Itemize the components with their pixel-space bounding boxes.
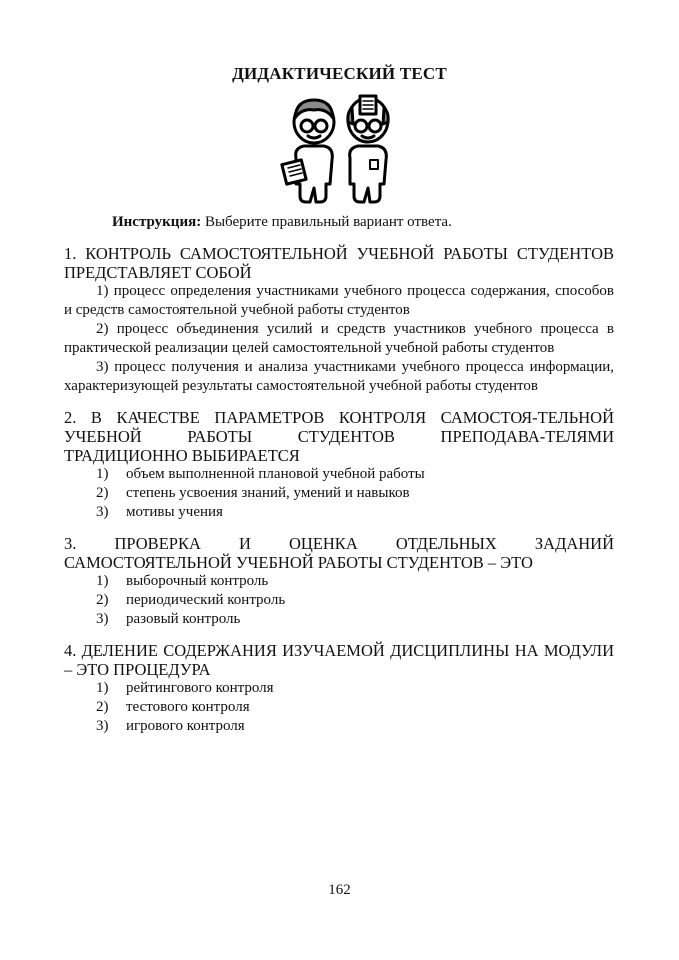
question-2-option-3	[64, 503, 614, 522]
option-text: объем выполненной плановой учебной работы	[126, 466, 425, 482]
question-1-option-1: 1) процесс определения участниками учебного процесса содержания, способов и средств самостоятельной учебной работы студентов	[64, 283, 614, 318]
test-questions	[64, 244, 614, 748]
question-2-option-2	[64, 484, 614, 503]
question-4-header: 4. ДЕЛЕНИЕ СОДЕРЖАНИЯ ИЗУЧАЕМОЙ ДИСЦИПЛИНЫ НА МОДУЛИ – ЭТО ПРОЦЕДУРА	[64, 641, 614, 679]
question-4-option-1	[64, 679, 614, 698]
question-2-option-1	[64, 465, 614, 484]
page-title: ДИДАКТИЧЕСКИЙ ТЕСТ	[232, 64, 447, 83]
option-number: 3)	[96, 504, 109, 520]
option-number: 1)	[96, 466, 109, 482]
question-3-option-1	[64, 572, 614, 591]
question-2-header: 2. В КАЧЕСТВЕ ПАРАМЕТРОВ КОНТРОЛЯ САМОСТОЯ-ТЕЛЬНОЙ УЧЕБНОЙ РАБОТЫ СТУДЕНТОВ ПРЕПОДАВА-ТЕЛЯМИ ТРАДИЦИОННО ВЫБИРАЕТСЯ	[64, 408, 614, 465]
option-number: 3)	[96, 718, 109, 734]
option-number: 3)	[96, 611, 109, 627]
instruction	[112, 214, 452, 231]
question-4-option-2	[64, 698, 614, 717]
question-3	[64, 534, 614, 629]
instruction-label: Инструкция:	[112, 214, 202, 230]
question-1	[64, 244, 614, 396]
option-text: игрового контроля	[126, 718, 245, 734]
question-3-option-2	[64, 591, 614, 610]
question-4-option-3	[64, 717, 614, 736]
question-3-option-3	[64, 610, 614, 629]
page-number: 162	[328, 882, 351, 898]
option-text: мотивы учения	[126, 504, 223, 520]
question-4	[64, 641, 614, 736]
two-scientists-icon	[280, 84, 400, 208]
option-number: 2)	[96, 485, 109, 501]
option-number: 2)	[96, 699, 109, 715]
option-text: степень усвоения знаний, умений и навыков	[126, 485, 410, 501]
option-text: периодический контроль	[126, 592, 286, 608]
option-text: разовый контроль	[126, 611, 241, 627]
instruction-text: Выберите правильный вариант ответа.	[201, 214, 452, 230]
option-text: рейтингового контроля	[126, 680, 274, 696]
option-number: 1)	[96, 680, 109, 696]
question-1-option-3: 3) процесс получения и анализа участниками учебного процесса информации, характеризующей результаты самостоятельной учебной работы студентов	[64, 359, 614, 394]
question-3-header: 3. ПРОВЕРКА И ОЦЕНКА ОТДЕЛЬНЫХ ЗАДАНИЙ САМОСТОЯТЕЛЬНОЙ УЧЕБНОЙ РАБОТЫ СТУДЕНТОВ – ЭТО	[64, 534, 614, 572]
option-text: выборочный контроль	[126, 573, 269, 589]
option-number: 1)	[96, 573, 109, 589]
question-2	[64, 408, 614, 522]
question-1-header: 1. КОНТРОЛЬ САМОСТОЯТЕЛЬНОЙ УЧЕБНОЙ РАБОТЫ СТУДЕНТОВ ПРЕДСТАВЛЯЕТ СОБОЙ	[64, 244, 614, 282]
option-text: тестового контроля	[126, 699, 250, 715]
option-number: 2)	[96, 592, 109, 608]
question-1-option-2: 2) процесс объединения усилий и средств участников учебного процесса в практической реализации целей самостоятельной учебной работы студентов	[64, 321, 614, 356]
